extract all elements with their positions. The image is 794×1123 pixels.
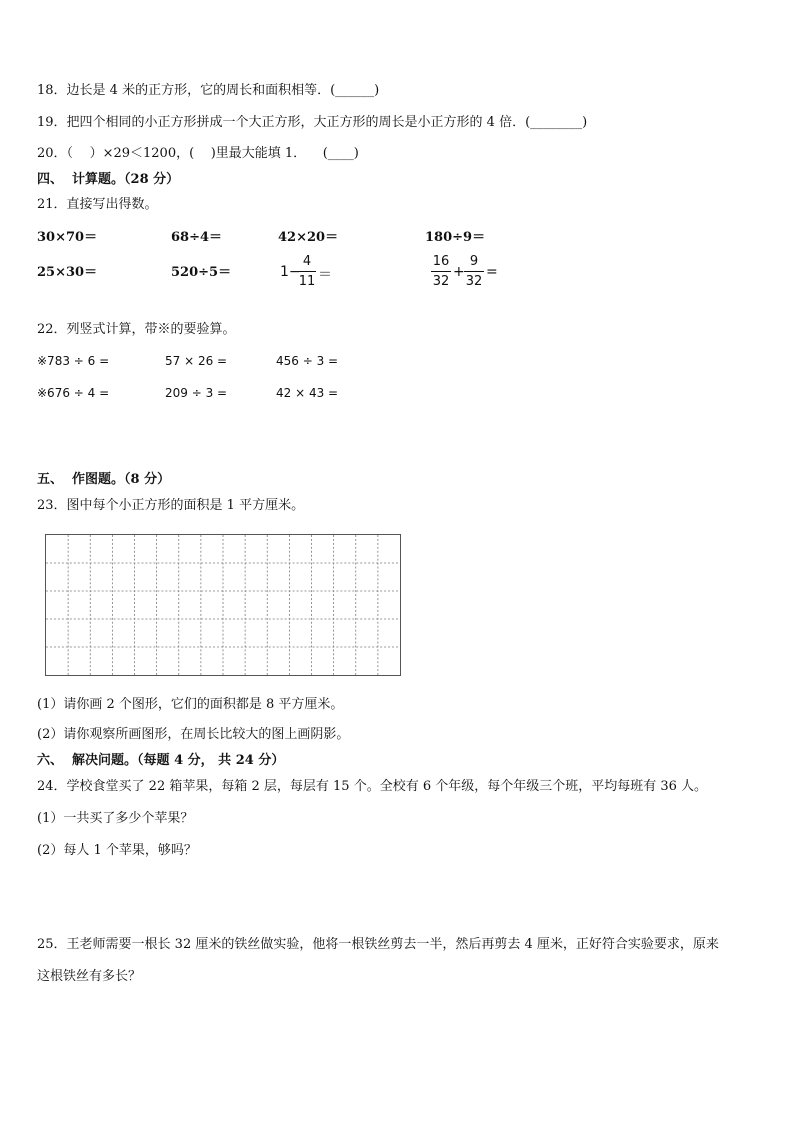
fraction-numerator: 9 bbox=[469, 254, 479, 269]
direct-calc-4: 180÷9＝ bbox=[425, 230, 486, 245]
fraction-bar bbox=[464, 271, 484, 272]
fraction-16-32 bbox=[431, 254, 451, 289]
vertical-calc-5: 209 ÷ 3 = bbox=[165, 386, 228, 400]
question-23: 23．图中每个小正方形的面积是 1 平方厘米。 bbox=[37, 498, 305, 513]
direct-calc-6: 520÷5＝ bbox=[171, 265, 232, 280]
fraction-denominator: 32 bbox=[465, 274, 483, 289]
equals-sign: = bbox=[486, 264, 498, 280]
question-23-part-2: (2）请你观察所画图形，在周长比较大的图上画阴影。 bbox=[37, 727, 350, 742]
vertical-calc-2: 57 × 26 = bbox=[165, 354, 228, 368]
equals-sign: ＝ bbox=[318, 267, 332, 283]
fraction-numerator: 4 bbox=[302, 254, 312, 269]
question-24-part-1: (1）一共买了多少个苹果？ bbox=[37, 811, 194, 826]
section-5-heading: 五、 作图题。（8 分） bbox=[37, 472, 171, 487]
direct-calc-3: 42×20＝ bbox=[278, 230, 339, 245]
vertical-calc-3: 456 ÷ 3 = bbox=[276, 354, 339, 368]
fraction-bar bbox=[298, 271, 316, 272]
question-24-part-2: (2）每人 1 个苹果，够吗？ bbox=[37, 843, 197, 858]
question-23-part-1: (1）请你画 2 个图形，它们的面积都是 8 平方厘米。 bbox=[37, 697, 344, 712]
fraction-denominator: 11 bbox=[298, 274, 316, 289]
vertical-calc-4: ※676 ÷ 4 = bbox=[37, 386, 110, 400]
question-19: 19．把四个相同的小正方形拼成一个大正方形，大正方形的周长是小正方形的 4 倍．(________) bbox=[37, 115, 588, 130]
fraction-bar bbox=[431, 271, 451, 272]
question-22: 22．列竖式计算，带※的要验算。 bbox=[37, 322, 236, 337]
vertical-calc-1: ※783 ÷ 6 = bbox=[37, 354, 110, 368]
square-grid[interactable] bbox=[45, 534, 401, 676]
question-21: 21．直接写出得数。 bbox=[37, 197, 158, 212]
section-6-heading: 六、 解决问题。（每题 4 分， 共 24 分） bbox=[37, 753, 285, 768]
fraction-4-11 bbox=[298, 254, 316, 289]
question-25-line-1: 25．王老师需要一根长 32 厘米的铁丝做实验，他将一根铁丝剪去一半，然后再剪去 4 厘米，正好符合实验要求，原来 bbox=[37, 937, 719, 952]
direct-calc-2: 68÷4＝ bbox=[171, 230, 223, 245]
direct-calc-1: 30×70＝ bbox=[37, 230, 98, 245]
question-18: 18．边长是 4 米的正方形，它的周长和面积相等．(______) bbox=[37, 83, 380, 98]
fraction-9-32 bbox=[464, 254, 484, 289]
direct-calc-5: 25×30＝ bbox=[37, 265, 98, 280]
fraction-numerator: 16 bbox=[432, 254, 450, 269]
vertical-calc-6: 42 × 43 = bbox=[276, 386, 339, 400]
plus-sign: + bbox=[453, 264, 465, 280]
fraction-whole: 1− bbox=[280, 264, 301, 280]
question-24: 24．学校食堂买了 22 箱苹果，每箱 2 层，每层有 15 个。全校有 6 个年级，每个年级三个班，平均每班有 36 人。 bbox=[37, 779, 708, 794]
question-20: 20．（ ）×29＜1200，( )里最大能填 1． (____) bbox=[37, 146, 359, 161]
section-4-heading: 四、 计算题。（28 分） bbox=[37, 172, 180, 187]
question-25-line-2: 这根铁丝有多长？ bbox=[37, 969, 142, 984]
fraction-denominator: 32 bbox=[432, 274, 450, 289]
